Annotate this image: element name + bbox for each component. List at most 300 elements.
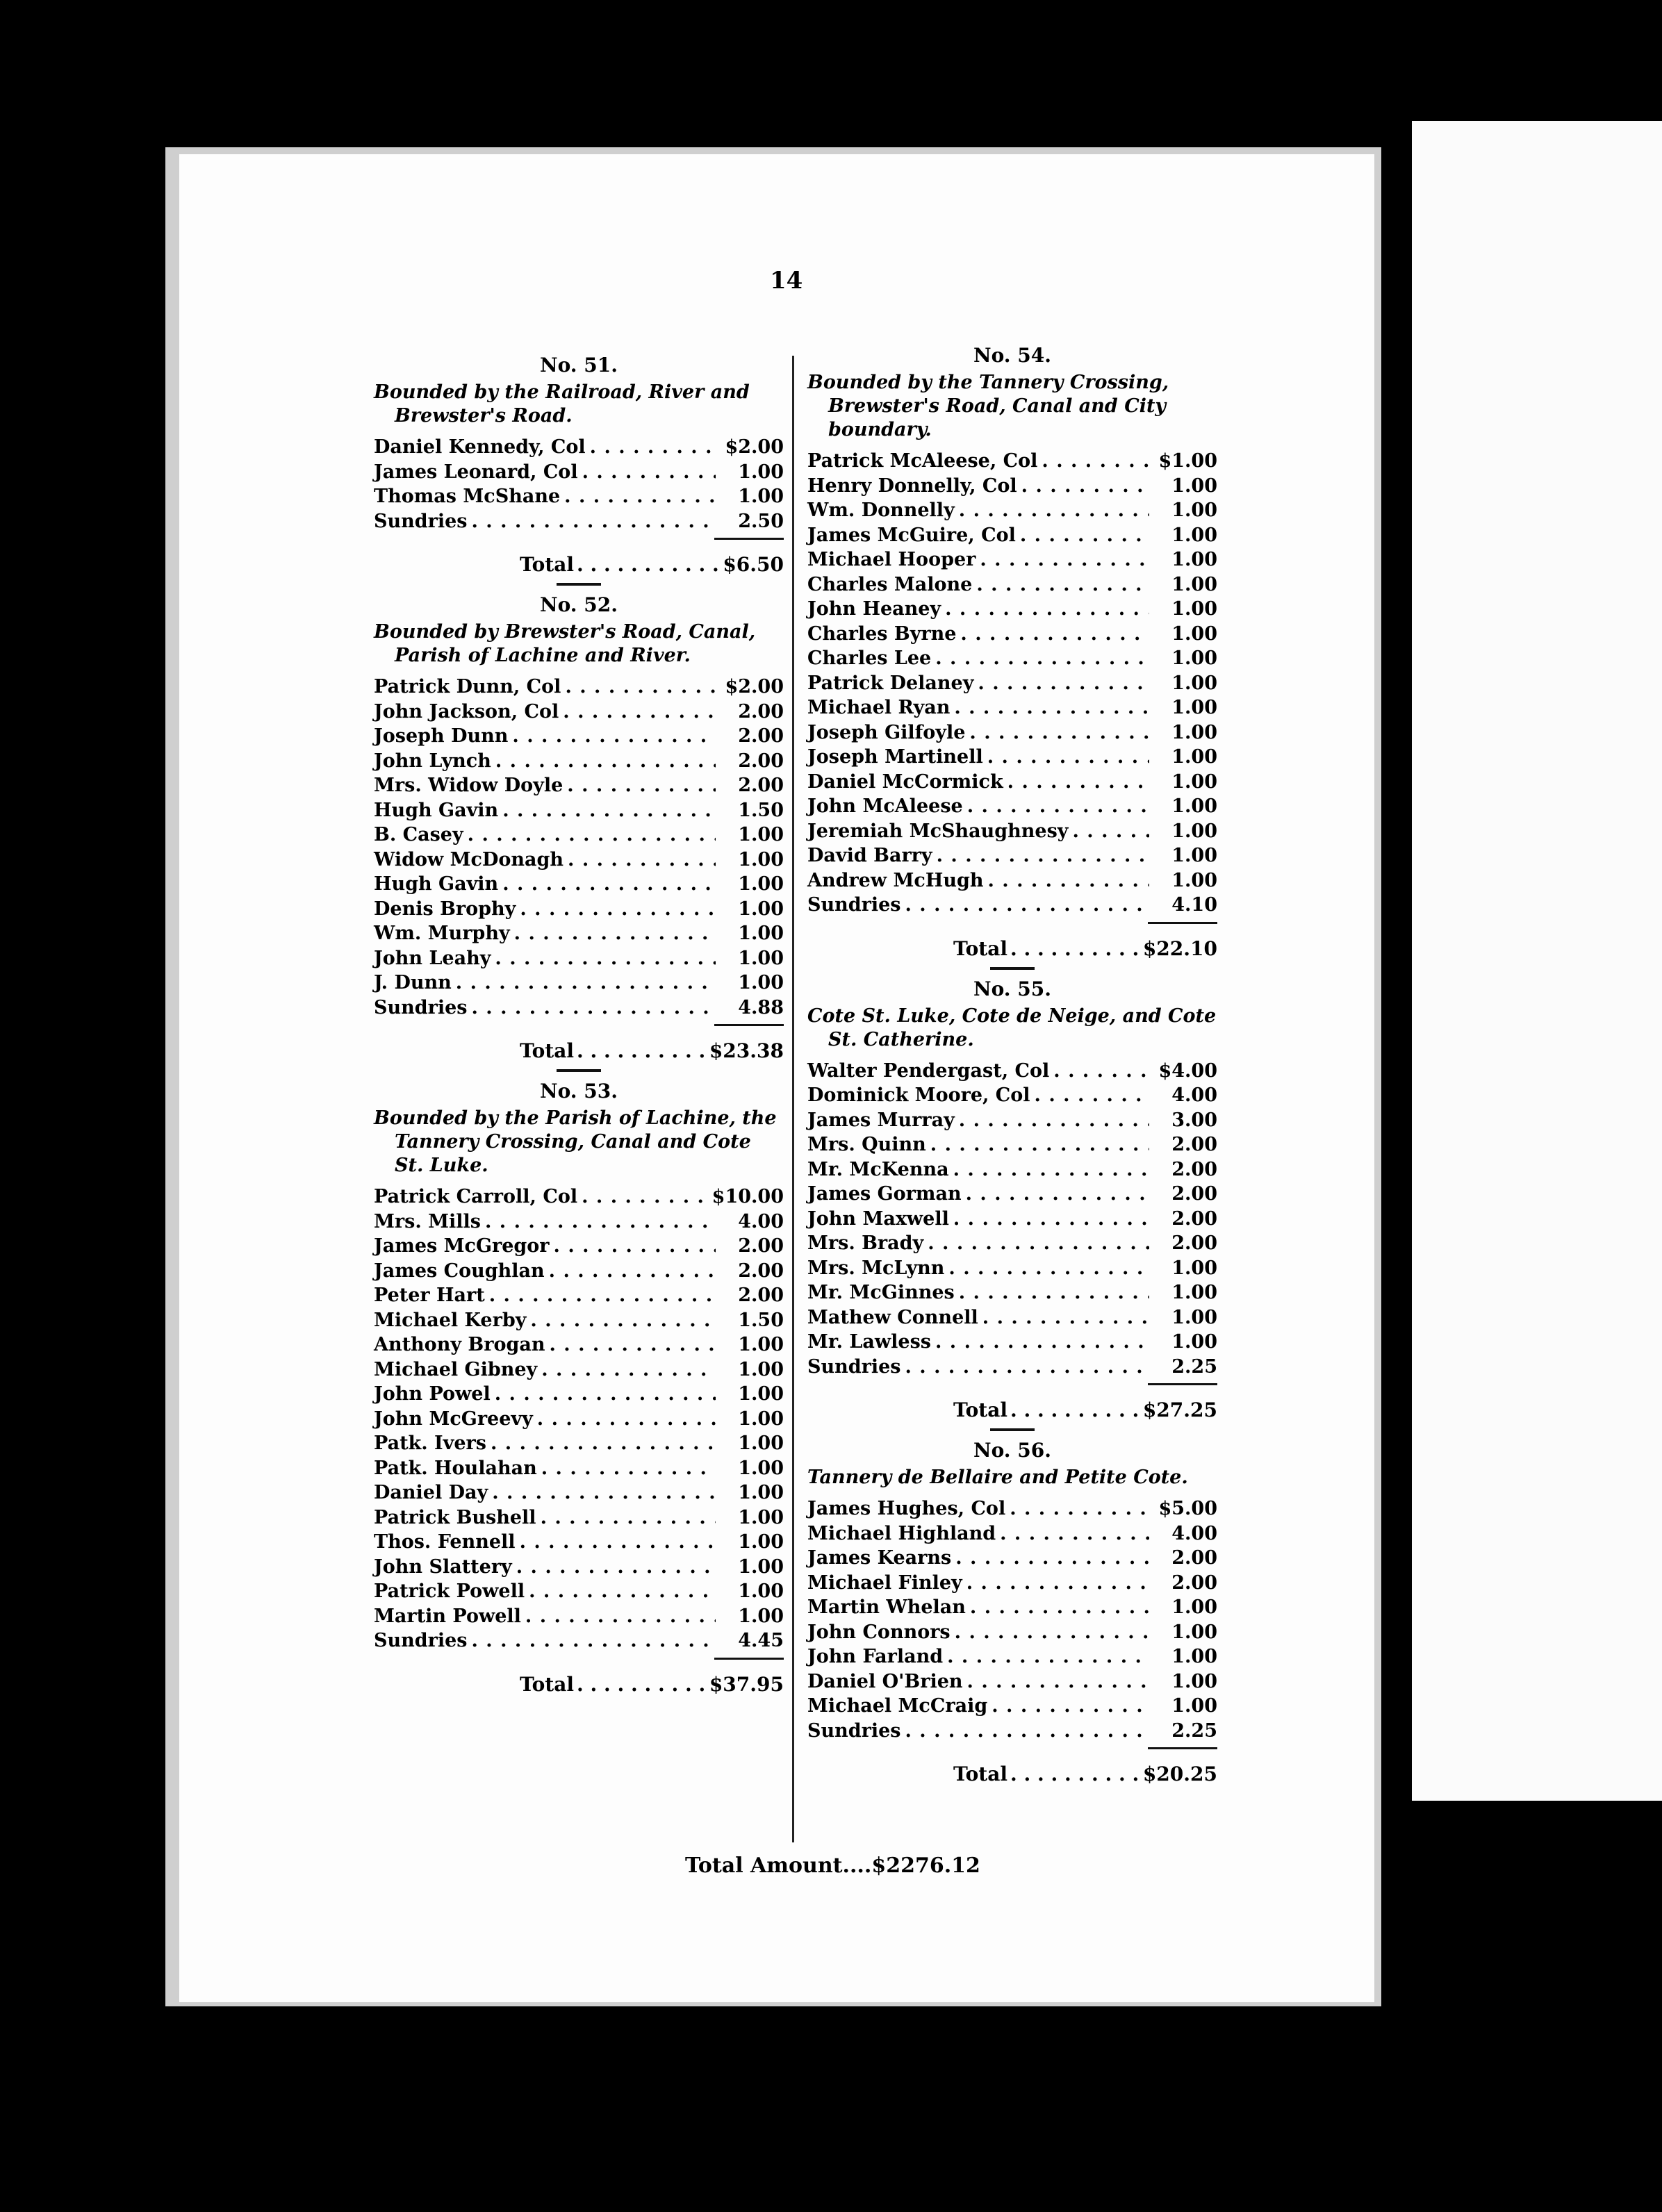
district-section [374,583,784,1064]
leader-dots [1010,1762,1140,1787]
page-number: 14 [770,267,803,295]
contribution-amount: 1.00 [1171,795,1217,817]
contribution-row [807,1157,1217,1182]
leader-dots [582,1185,708,1210]
contributor-name: Thomas McShane [374,486,561,507]
contributor-name: Mrs. Brady [807,1232,924,1254]
contributor-name: James Gorman [807,1183,962,1205]
contribution-row [807,474,1217,499]
contribution-row [807,1595,1217,1620]
contributor-name: James Leonard, Col [374,461,578,483]
leader-dots [955,1620,1149,1645]
contribution-amount: 1.00 [1171,1670,1217,1692]
contribution-amount: 1.00 [1171,1621,1217,1643]
contributor-name: James Kearns [807,1547,952,1569]
contribution-row [807,1280,1217,1305]
leader-dots [1042,449,1149,474]
section-title: No. 55. [973,977,1051,1000]
contributor-name: Hugh Gavin [374,799,499,821]
contribution-row [807,547,1217,572]
contribution-amount: 1.00 [738,972,784,993]
contributor-name: John McGreevy [374,1408,533,1430]
section-separator [557,583,601,586]
contributor-name: John Jackson, Col [374,700,559,723]
section-description: Bounded by the Tannery Crossing, Brewster's Road, Canal and City boundary. [807,372,1169,440]
grand-total-dots: .... [842,1854,872,1878]
leader-dots [554,1234,716,1259]
contribution-row [374,971,784,996]
contribution-amount: $1.00 [1158,450,1217,472]
contribution-row [807,720,1217,745]
leader-dots [468,823,716,848]
contribution-amount: 2.00 [738,775,784,796]
leader-dots [930,1132,1149,1157]
contribution-amount: 1.00 [738,461,784,483]
contribution-row [807,843,1217,868]
contribution-row [807,770,1217,795]
leader-dots [905,1355,1150,1380]
contributor-name: Daniel McCormick [807,770,1003,793]
contribution-row [807,1669,1217,1694]
contributor-name: Patrick Powell [374,1580,525,1602]
total-rule [1148,1747,1217,1749]
leader-dots [456,971,716,996]
contribution-amount: 1.00 [738,824,784,845]
facing-blank-page [1412,121,1662,1801]
contribution-row [374,823,784,848]
column-divider [792,356,794,1842]
leader-dots [577,1039,707,1064]
leader-dots [967,1669,1149,1694]
section-title: No. 53. [540,1080,618,1103]
contribution-row [807,1496,1217,1521]
contribution-row [374,435,784,460]
contribution-row [374,1407,784,1432]
leader-dots [520,1530,716,1555]
contribution-amount: 2.00 [738,1260,784,1282]
contribution-row [807,646,1217,671]
contribution-amount: $2.00 [725,676,784,698]
contribution-amount: 1.00 [1171,1282,1217,1303]
contribution-amount: 1.00 [738,1457,784,1479]
contribution-amount: 2.00 [738,1235,784,1257]
leader-dots [935,646,1149,671]
total-label: Total [520,1672,575,1696]
leader-dots [1010,936,1140,961]
section-title: No. 51. [540,354,618,377]
contribution-row [374,1505,784,1530]
contribution-row [807,1546,1217,1571]
contributor-name: Sundries [807,1355,901,1378]
section-separator [990,967,1035,970]
contribution-row [374,1259,784,1284]
leader-dots [947,1644,1149,1669]
contributor-name: Andrew McHugh [807,869,984,891]
contributor-name: Sundries [374,1630,468,1651]
leader-dots [987,745,1149,770]
grand-total-amount: $2276.12 [871,1854,980,1878]
leader-dots [520,897,716,922]
contribution-amount: 2.00 [1171,1571,1217,1594]
total-amount: $37.95 [709,1672,784,1696]
contribution-row [374,1530,784,1555]
contribution-amount: 1.00 [1171,573,1217,595]
leader-dots [905,893,1150,918]
contributor-name: Denis Brophy [374,898,516,920]
leader-dots [563,700,716,725]
leader-dots [953,1157,1149,1182]
contributor-name: Patrick Delaney [807,672,974,694]
contributor-name: John Farland [807,1646,944,1667]
contributor-name: Daniel Kennedy, Col [374,436,586,458]
leader-dots [516,1555,716,1580]
leader-dots [960,622,1149,647]
contribution-row [374,848,784,873]
right-column [807,343,1217,1791]
contribution-row [374,1555,784,1580]
leader-dots [502,872,716,897]
contribution-amount: 1.50 [738,1309,784,1331]
contribution-amount: 2.00 [738,1285,784,1306]
contribution-amount: 1.50 [738,799,784,821]
contribution-row [374,996,784,1021]
leader-dots [577,552,720,577]
section-separator [990,1428,1035,1431]
contribution-amount: $4.00 [1158,1059,1217,1082]
left-column [374,353,784,1701]
contribution-amount: 1.00 [1171,845,1217,866]
contribution-row [807,1305,1217,1330]
contribution-row [374,946,784,971]
leader-dots [976,572,1149,597]
leader-dots [492,1480,716,1505]
contribution-row [807,893,1217,918]
contributor-name: Patrick Carroll, Col [374,1186,578,1207]
leader-dots [512,724,716,749]
contribution-amount: 2.00 [1171,1134,1217,1155]
contribution-row [374,724,784,749]
leader-dots [966,1182,1149,1207]
contributor-name: Mrs. Widow Doyle [374,775,563,796]
leader-dots [565,675,716,700]
contribution-amount: 1.00 [1171,746,1217,768]
contributor-name: James Coughlan [374,1260,545,1282]
contribution-amount: 2.00 [738,725,784,747]
contribution-row [807,1132,1217,1157]
total-label: Total [520,553,575,576]
contribution-row [374,1480,784,1505]
contribution-row [807,1083,1217,1108]
contribution-amount: 1.00 [738,923,784,944]
contributor-name: Mr. McKenna [807,1158,949,1180]
contribution-row [807,622,1217,647]
total-rule [1148,1383,1217,1385]
contribution-amount: 1.00 [1171,697,1217,718]
contribution-row [807,572,1217,597]
section-separator [557,1069,601,1072]
leader-dots [549,1332,716,1357]
total-rule [714,1024,784,1026]
contribution-row [374,675,784,700]
contributor-name: Sundries [807,894,901,916]
contribution-row [807,794,1217,819]
contribution-row [807,1620,1217,1645]
leader-dots [987,868,1149,893]
section-title: No. 54. [973,344,1051,367]
contribution-row [374,897,784,922]
district-section [807,1428,1217,1787]
leader-dots [582,460,716,485]
total-rule [714,538,784,540]
leader-dots [568,848,716,873]
contributor-name: Mrs. Mills [374,1210,481,1232]
leader-dots [537,1407,716,1432]
contribution-row [374,921,784,946]
contribution-row [807,1571,1217,1596]
contribution-amount: 4.00 [1171,1522,1217,1544]
contribution-amount: 1.00 [738,898,784,920]
leader-dots [472,1628,716,1653]
leader-dots [948,1256,1149,1281]
contributor-name: Dominick Moore, Col [807,1084,1030,1106]
contribution-row [374,1431,784,1456]
contribution-row [374,460,784,485]
contribution-amount: 1.00 [1171,672,1217,694]
contribution-amount: $10.00 [711,1186,784,1207]
contributor-name: John McAleese [807,795,963,817]
total-amount: $22.10 [1142,936,1217,960]
contributor-name: John Slattery [374,1555,512,1578]
contribution-amount: 1.00 [1171,1596,1217,1618]
contribution-row [807,1694,1217,1719]
total-label: Total [520,1039,575,1062]
contributor-name: Sundries [374,510,468,532]
leader-dots [970,1595,1149,1620]
leader-dots [495,946,716,971]
contributor-name: Anthony Brogan [374,1334,545,1355]
contributor-name: Mrs. McLynn [807,1257,945,1279]
contribution-amount: 2.00 [1171,1158,1217,1180]
leader-dots [1035,1083,1149,1108]
section-description: Bounded by Brewster's Road, Canal, Parish of Lachine and River. [374,621,756,666]
section-title: No. 52. [540,593,618,616]
contribution-amount: 1.00 [738,1555,784,1578]
section-total [807,936,1217,961]
total-amount: $27.25 [1142,1398,1217,1421]
contributor-name: Martin Whelan [807,1596,966,1618]
contribution-row [374,1332,784,1357]
contribution-amount: 1.00 [1171,770,1217,793]
contribution-row [807,868,1217,893]
contributor-name: John Leahy [374,947,491,969]
leader-dots [1073,819,1150,844]
contribution-amount: 1.00 [1171,622,1217,645]
contributor-name: Charles Byrne [807,622,957,645]
contribution-amount: 2.00 [1171,1547,1217,1569]
contribution-amount: 1.00 [738,486,784,507]
contribution-row [374,700,784,725]
contribution-row [807,1108,1217,1133]
contributor-name: Mrs. Quinn [807,1134,926,1155]
section-total [807,1762,1217,1787]
contribution-row [374,749,784,774]
contribution-row [807,1644,1217,1669]
contributor-name: Martin Powell [374,1605,521,1627]
contributor-name: J. Dunn [374,972,452,993]
leader-dots [472,509,716,534]
leader-dots [485,1210,716,1235]
contributor-name: Jeremiah McShaughnesy [807,820,1069,842]
contribution-row [374,1210,784,1235]
section-total [374,552,784,577]
leader-dots [541,1456,716,1481]
contribution-row [374,1357,784,1382]
contribution-amount: 1.00 [1171,1257,1217,1279]
contribution-amount: 1.00 [738,1531,784,1553]
leader-dots [982,1305,1149,1330]
contributor-name: James Hughes, Col [807,1498,1006,1519]
contribution-amount: $5.00 [1158,1498,1217,1519]
contribution-amount: 2.25 [1171,1719,1217,1742]
leader-dots [541,1357,716,1382]
contributor-name: Hugh Gavin [374,873,499,895]
contributor-name: Mr. McGinnes [807,1282,955,1303]
contribution-row [807,819,1217,844]
contribution-row [807,1355,1217,1380]
contribution-amount: 4.00 [1171,1084,1217,1106]
leader-dots [969,720,1149,745]
contribution-row [374,1185,784,1210]
contribution-row [374,1234,784,1259]
contribution-amount: 1.00 [1171,1646,1217,1667]
section-total [374,1672,784,1697]
leader-dots [567,773,716,798]
leader-dots [905,1719,1150,1744]
contribution-row [374,1308,784,1333]
leader-dots [541,1505,716,1530]
contribution-row [807,498,1217,523]
contribution-row [807,523,1217,548]
contribution-row [374,1382,784,1407]
contribution-amount: 1.00 [738,1408,784,1430]
leader-dots [1000,1521,1149,1546]
contribution-amount: 1.00 [1171,647,1217,669]
leader-dots [489,1283,716,1308]
section-title: No. 56. [973,1439,1051,1462]
contribution-amount: 1.00 [1171,721,1217,743]
contribution-amount: 4.00 [738,1210,784,1232]
total-label: Total [953,1763,1008,1785]
contribution-amount: $2.00 [725,436,784,458]
contribution-amount: 1.00 [738,1506,784,1528]
total-amount: $6.50 [723,553,784,576]
leader-dots [495,1382,716,1407]
contributor-name: John Connors [807,1621,951,1643]
contributor-name: Widow McDonagh [374,848,564,870]
leader-dots [980,547,1149,572]
contribution-amount: 1.00 [1171,1306,1217,1328]
contribution-amount: 1.00 [1171,500,1217,521]
contributor-name: Peter Hart [374,1285,485,1306]
total-label: Total [953,936,1008,960]
section-description: Tannery de Bellaire and Petite Cote. [807,1467,1188,1488]
total-amount: $23.38 [709,1039,784,1062]
leader-dots [959,498,1149,523]
contribution-row [807,745,1217,770]
contributor-name: Joseph Martinell [807,746,983,768]
contribution-amount: 1.00 [1171,1695,1217,1717]
contribution-row [807,1207,1217,1232]
contribution-amount: 2.00 [738,750,784,772]
contribution-row [807,1231,1217,1256]
contribution-amount: 1.00 [738,1334,784,1355]
contributor-name: Michael Hooper [807,549,976,570]
contribution-row [807,1256,1217,1281]
leader-dots [992,1694,1149,1719]
contribution-row [807,695,1217,720]
contribution-amount: 1.00 [738,1358,784,1380]
contributor-name: Michael McCraig [807,1695,988,1717]
leader-dots [959,1280,1149,1305]
contribution-row [374,1628,784,1653]
leader-dots [590,435,716,460]
contribution-row [807,1059,1217,1084]
leader-dots [502,798,716,823]
contribution-amount: 1.00 [738,1482,784,1503]
contributor-name: James McGuire, Col [807,524,1016,546]
contribution-amount: 1.00 [738,947,784,969]
contributor-name: James McGregor [374,1235,550,1257]
contribution-row [374,1283,784,1308]
contribution-amount: 2.50 [738,510,784,532]
total-label: Total [953,1398,1008,1421]
total-rule [714,1658,784,1660]
contribution-amount: 1.00 [738,1605,784,1627]
contribution-amount: 2.25 [1171,1355,1217,1378]
contributor-name: Daniel Day [374,1482,488,1503]
contribution-amount: 1.00 [1171,474,1217,497]
contributor-name: John Lynch [374,750,491,772]
contributor-name: Michael Highland [807,1522,996,1544]
district-section [807,343,1217,961]
contributor-name: Walter Pendergast, Col [807,1059,1050,1082]
contributor-name: Joseph Dunn [374,725,509,747]
contributor-name: Sundries [807,1719,901,1742]
contribution-amount: 3.00 [1171,1109,1217,1131]
contributor-name: Patk. Ivers [374,1433,486,1454]
leader-dots [472,996,716,1021]
contributor-name: Charles Malone [807,573,973,595]
contributor-name: John Maxwell [807,1207,949,1230]
leader-dots [525,1604,716,1629]
leader-dots [549,1259,716,1284]
district-section [807,967,1217,1423]
contribution-amount: 2.00 [1171,1232,1217,1254]
leader-dots [966,1571,1149,1596]
contributor-name: Sundries [374,996,468,1018]
contribution-amount: 2.00 [738,700,784,723]
leader-dots [491,1431,716,1456]
leader-dots [928,1231,1149,1256]
contributor-name: Michael Finley [807,1571,962,1594]
contributor-name: Henry Donnelly, Col [807,474,1017,497]
contribution-row [807,1330,1217,1355]
leader-dots [514,921,716,946]
contribution-row [374,1604,784,1629]
contribution-row [374,1456,784,1481]
contributor-name: B. Casey [374,824,463,845]
contribution-amount: 1.00 [738,1383,784,1405]
